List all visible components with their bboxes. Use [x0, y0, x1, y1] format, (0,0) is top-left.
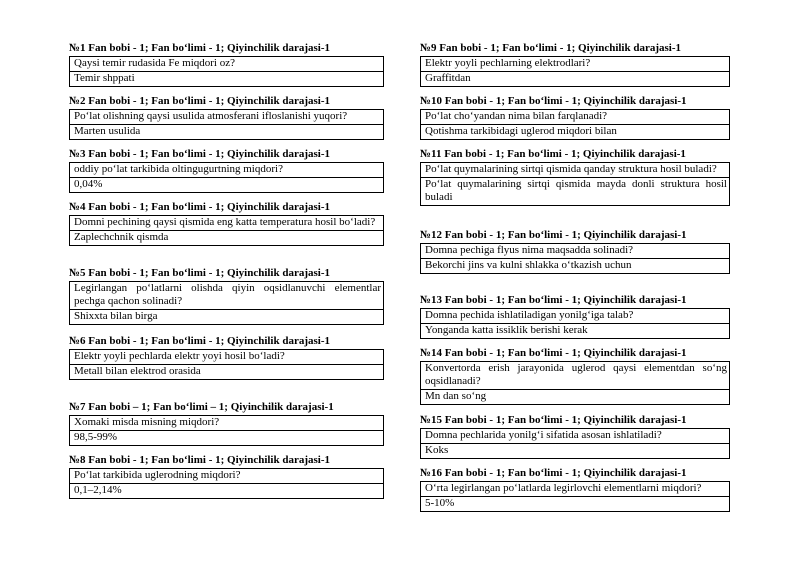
question-block-8: [69, 454, 384, 499]
question-block-16: [420, 467, 730, 512]
question-table: [420, 109, 730, 140]
question-text: Domni pechining qaysi qismida eng katta temperatura hosil bo‘ladi?: [74, 216, 376, 228]
question-text: Po‘lat tarkibida uglerodning miqdori?: [74, 469, 241, 481]
question-table: [420, 162, 730, 206]
question-block-13: [420, 294, 730, 339]
question-table: [420, 308, 730, 339]
question-header: №12 Fan bobi - 1; Fan bo‘limi - 1; Qiyinchilik darajasi-1: [420, 229, 687, 241]
question-text: oddiy po‘lat tarkibida oltingugurtning miqdori?: [74, 163, 283, 175]
answer-text: Mn dan so‘ng: [421, 389, 729, 404]
question-block-6: [69, 335, 384, 380]
answer-text: Koks: [421, 443, 729, 458]
question-table: [69, 56, 384, 87]
question-table: [69, 415, 384, 446]
question-header: №2 Fan bobi - 1; Fan bo‘limi - 1; Qiyinchilik darajasi-1: [69, 95, 331, 107]
question-header: №16 Fan bobi - 1; Fan bo‘limi - 1; Qiyinchilik darajasi-1: [420, 467, 687, 479]
answer-text: 0,1–2,14%: [70, 483, 383, 498]
question-header: №15 Fan bobi - 1; Fan bo‘limi - 1; Qiyinchilik darajasi-1: [420, 414, 687, 426]
question-text: Elektr yoyli pechlarning elektrodlari?: [425, 57, 591, 69]
answer-text: Temir shppati: [70, 71, 383, 86]
answer-text: 98,5-99%: [70, 430, 383, 445]
question-table: [420, 428, 730, 459]
answer-text: Graffitdan: [421, 71, 729, 86]
question-table: [69, 349, 384, 380]
question-header: №14 Fan bobi - 1; Fan bo‘limi - 1; Qiyinchilik darajasi-1: [420, 347, 687, 359]
question-header: №6 Fan bobi - 1; Fan bo‘limi - 1; Qiyinchilik darajasi-1: [69, 335, 331, 347]
answer-text: Bekorchi jins va kulni shlakka o‘tkazish uchun: [421, 258, 729, 273]
question-block-10: [420, 95, 730, 140]
question-table: [69, 109, 384, 140]
question-header: №10 Fan bobi - 1; Fan bo‘limi - 1; Qiyinchilik darajasi-1: [420, 95, 687, 107]
question-text: Domna pechiga flyus nima maqsadda solinadi?: [425, 244, 634, 256]
answer-text: Marten usulida: [70, 124, 383, 139]
answer-text: Po‘lat quymalarining sirtqi qismida mayda donli struktura hosil buladi: [421, 177, 729, 205]
question-text: Xomaki misda misning miqdori?: [74, 416, 220, 428]
question-header: №1 Fan bobi - 1; Fan bo‘limi - 1; Qiyinchilik darajasi-1: [69, 42, 331, 54]
question-block-1: [69, 42, 384, 87]
question-block-11: [420, 148, 730, 206]
answer-text: Shixxta bilan birga: [70, 309, 383, 324]
question-table: [420, 361, 730, 405]
question-text: Domna pechlarida yonilg‘i sifatida asosan ishlatiladi?: [425, 429, 662, 441]
question-header: №11 Fan bobi - 1; Fan bo‘limi - 1; Qiyinchilik darajasi-1: [420, 148, 686, 160]
question-table: [420, 243, 730, 274]
question-table: [420, 481, 730, 512]
question-header: №7 Fan bobi – 1; Fan bo‘limi – 1; Qiyinchilik darajasi-1: [69, 401, 334, 413]
answer-text: Zaplechchnik qismda: [70, 230, 383, 245]
question-header: №5 Fan bobi - 1; Fan bo‘limi - 1; Qiyinchilik darajasi-1: [69, 267, 331, 279]
question-block-4: [69, 201, 384, 246]
answer-text: Yonganda katta issiklik berishi kerak: [421, 323, 729, 338]
question-block-3: [69, 148, 384, 193]
question-table: [69, 468, 384, 499]
question-text: Po‘lat olishning qaysi usulida atmosferani ifloslanishi yuqori?: [74, 110, 348, 122]
answer-text: Qotishma tarkibidagi uglerod miqdori bilan: [421, 124, 729, 139]
question-text: Legirlangan po‘latlarni olishda qiyin oqsidlanuvchi elementlar pechga qachon solinadi?: [74, 282, 381, 307]
question-text: Po‘lat cho‘yandan nima bilan farqlanadi?: [425, 110, 608, 122]
question-header: №9 Fan bobi - 1; Fan bo‘limi - 1; Qiyinchilik darajasi-1: [420, 42, 682, 54]
question-block-12: [420, 229, 730, 274]
question-text: Qaysi temir rudasida Fe miqdori oz?: [74, 57, 235, 69]
question-header: №4 Fan bobi - 1; Fan bo‘limi - 1; Qiyinchilik darajasi-1: [69, 201, 331, 213]
question-block-5: [69, 267, 384, 325]
question-text: Elektr yoyli pechlarda elektr yoyi hosil bo‘ladi?: [74, 350, 285, 362]
question-table: [69, 281, 384, 325]
question-block-15: [420, 414, 730, 459]
answer-text: 5-10%: [421, 496, 729, 511]
answer-text: 0,04%: [70, 177, 383, 192]
question-table: [420, 56, 730, 87]
question-block-9: [420, 42, 730, 87]
question-text: Konvertorda erish jarayonida uglerod qaysi elementdan so‘ng oqsidlanadi?: [425, 362, 727, 387]
question-block-2: [69, 95, 384, 140]
question-table: [69, 215, 384, 246]
question-text: O‘rta legirlangan po‘latlarda legirlovchi elementlarni miqdori?: [425, 482, 702, 494]
question-header: №3 Fan bobi - 1; Fan bo‘limi - 1; Qiyinchilik darajasi-1: [69, 148, 331, 160]
question-block-14: [420, 347, 730, 405]
question-header: №8 Fan bobi - 1; Fan bo‘limi - 1; Qiyinchilik darajasi-1: [69, 454, 331, 466]
question-header: №13 Fan bobi - 1; Fan bo‘limi - 1; Qiyinchilik darajasi-1: [420, 294, 687, 306]
answer-text: Metall bilan elektrod orasida: [70, 364, 383, 379]
question-text: Po‘lat quymalarining sirtqi qismida qanday struktura hosil buladi?: [425, 163, 717, 175]
question-table: [69, 162, 384, 193]
question-block-7: [69, 401, 384, 446]
question-text: Domna pechida ishlatiladigan yonilg‘iga talab?: [425, 309, 634, 321]
